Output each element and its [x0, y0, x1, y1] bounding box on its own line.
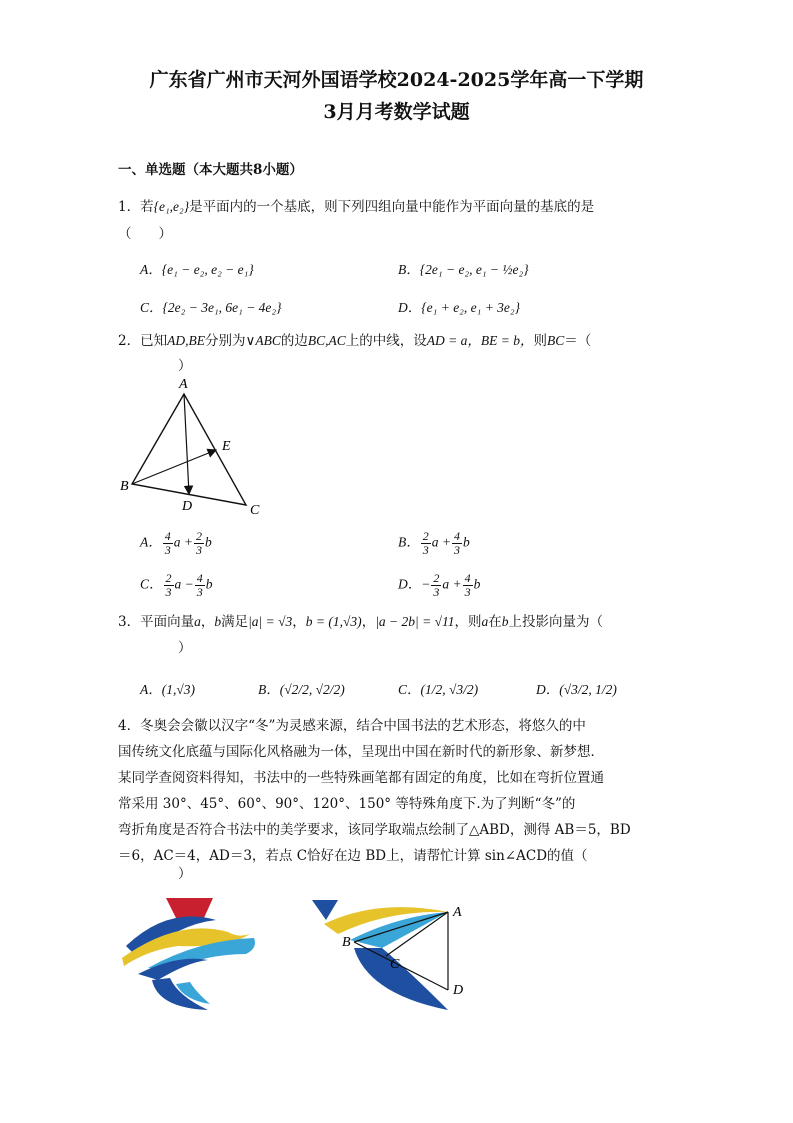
q3-vec-b: b: [214, 614, 222, 629]
q4-line6: ＝6，AC＝4，AD＝3，若点 C恰好在边 BD上，请帮忙计算 sin∠ACD的值（: [118, 848, 588, 864]
q3-vec-a: a: [194, 614, 201, 629]
q1-option-c[interactable]: C．{2e₂ − 3e₁, 6e₁ − 4e₂}: [140, 300, 282, 315]
q4-line4: 常采用 30°、45°、60°、90°、120°、150° 等特殊角度下.为了判断“冬”的: [118, 796, 576, 812]
q3-option-b[interactable]: B．(√2/2, √2/2): [258, 682, 345, 697]
q2-vec-ad: AD = a，: [426, 333, 481, 348]
q2-d-end: b: [473, 576, 481, 592]
q1-option-a[interactable]: A．{e₁ − e₂, e₂ − e₁}: [140, 262, 254, 277]
q4-paren-close: ）: [178, 866, 192, 882]
page-title-line2: 3月月考数学试题: [323, 101, 470, 123]
section-heading: 一、单选题（本大题共8小题）: [118, 162, 303, 178]
q1-paren: （ ）: [118, 226, 172, 242]
q4-triangle-figure: [308, 890, 478, 1030]
q1-option-b[interactable]: B．{2e₁ − e₂, e₁ − ½e₂}: [398, 262, 529, 277]
q1-basis-set: {e₁,e₂}: [153, 199, 190, 214]
q2-c-frac1: $\frac{2}{3}$: [165, 571, 172, 599]
q2-option-a[interactable]: [140, 530, 212, 557]
q1-stem-text: 是平面内的一个基底，则下列四组向量中能作为平面向量的基底的是: [189, 199, 595, 215]
q2-d-mid: a +: [442, 576, 462, 592]
q3-cond2: b = (1,√3): [305, 614, 362, 629]
q3-stem-c: ，则: [454, 614, 482, 630]
q4-line3: 某同学查阅资料得知，书法中的一些特殊画笔都有固定的角度，比如在弯折位置通: [118, 770, 604, 786]
q2-a-frac1: $\frac{4}{3}$: [164, 529, 171, 557]
q2-option-b-label: B．: [398, 534, 420, 550]
q3-stem-d: 在: [488, 614, 502, 630]
q4-label-a: A: [453, 905, 462, 920]
q2-sides: BC,AC: [307, 333, 346, 348]
q3-stem-e: 上投影向量为（: [508, 614, 603, 630]
q2-stem-e: 则: [533, 333, 547, 349]
q2-paren-close: ）: [178, 358, 192, 374]
emblem-blue-stroke-bottom: [152, 978, 208, 1010]
q2-stem-c: 的边: [280, 333, 308, 349]
q2-option-a-label: A．: [140, 534, 162, 550]
emblem-blue-stroke-mid: [138, 959, 208, 980]
q3-option-d[interactable]: D．(√3/2, 1/2): [536, 682, 617, 697]
q2-b-frac2: $\frac{4}{3}$: [454, 529, 460, 557]
q2-stem-b: 分别为: [204, 333, 246, 349]
q2-b-end: b: [463, 534, 470, 550]
q2-option-b[interactable]: [398, 530, 470, 557]
q2-option-c[interactable]: [140, 572, 213, 599]
q3-paren-close: ）: [178, 640, 192, 656]
q3-vec-b2: b: [501, 614, 509, 629]
q1-stem-prefix: 1．若: [118, 199, 154, 215]
q3-cond1: |a| = √3: [248, 614, 293, 629]
q2-label-a: A: [179, 377, 188, 392]
page-title-line1: 广东省广州市天河外国语学校2024-2025学年高一下学期: [149, 69, 644, 91]
q2-c-end: b: [205, 576, 213, 592]
q3-stem-a: 3．平面向量: [118, 614, 195, 630]
q2-triangle-figure: [112, 372, 272, 520]
q2-option-d-label: D．−: [398, 576, 431, 592]
q4-fig-blue-band: [354, 948, 448, 1010]
q2-label-b: B: [120, 479, 129, 494]
q2-a-mid: a +: [173, 534, 193, 550]
q1-option-d[interactable]: D．{e₁ + e₂, e₁ + 3e₂}: [398, 300, 521, 315]
q2-d-frac1: $\frac{2}{3}$: [433, 571, 440, 599]
q2-label-e: E: [222, 439, 231, 454]
q2-triangle: ∨ABC: [245, 333, 281, 348]
q2-median-be: [132, 450, 216, 484]
winter-olympics-emblem: [118, 888, 263, 1023]
q2-c-mid: a −: [174, 576, 194, 592]
q2-option-d[interactable]: [398, 572, 480, 599]
q2-stem-d: 上的中线，设: [345, 333, 427, 349]
q2-stem-f: ＝（: [564, 333, 592, 349]
q2-vec-be: BE = b，: [480, 333, 534, 348]
q4-fig-blue-corner: [312, 900, 338, 920]
q4-label-d: D: [453, 983, 464, 998]
q2-b-frac1: $\frac{2}{3}$: [422, 529, 429, 557]
q2-label-d: D: [182, 499, 193, 514]
q3-stem: [118, 612, 603, 632]
q3-option-a[interactable]: A．(1,√3): [140, 682, 196, 697]
q4-line1: 4．冬奥会会徽以汉字“冬”为灵感来源，结合中国书法的艺术形态，将悠久的中: [118, 718, 586, 734]
q2-label-c: C: [250, 503, 260, 518]
q3-sep: ，: [200, 614, 215, 630]
q3-option-c[interactable]: C．(1/2, √3/2): [398, 682, 479, 697]
q2-a-frac2: $\frac{2}{3}$: [196, 529, 202, 557]
q2-d-frac2: $\frac{4}{3}$: [464, 571, 471, 599]
q2-b-mid: a +: [431, 534, 451, 550]
q2-a-end: b: [205, 534, 212, 550]
q2-c-frac2: $\frac{4}{3}$: [196, 571, 203, 599]
q2-medians: AD,BE: [167, 333, 205, 348]
q1-stem: [118, 197, 594, 217]
q2-stem-a: 2．已知: [118, 333, 168, 349]
q3-vec-a2: a: [481, 614, 489, 629]
q3-sep2: ，: [292, 614, 306, 630]
q3-sep3: ，: [361, 614, 376, 630]
q4-label-b: B: [342, 935, 351, 950]
q2-median-ad: [184, 394, 189, 494]
q2-vec-bc: BC: [546, 333, 565, 348]
q3-cond3: |a − 2b| = √11: [375, 614, 455, 629]
q4-line2: 国传统文化底蕴与国际化风格融为一体，呈现出中国在新时代的新形象、新梦想．: [118, 744, 604, 760]
q2-stem: [118, 331, 591, 351]
q2-option-c-label: C．: [140, 576, 163, 592]
q3-stem-b: 满足: [221, 614, 249, 630]
q4-label-c: C: [390, 957, 400, 972]
q4-line5: 弯折角度是否符合书法中的美学要求，该同学取端点绘制了△ABD，测得 AB＝5，BD: [118, 822, 631, 838]
